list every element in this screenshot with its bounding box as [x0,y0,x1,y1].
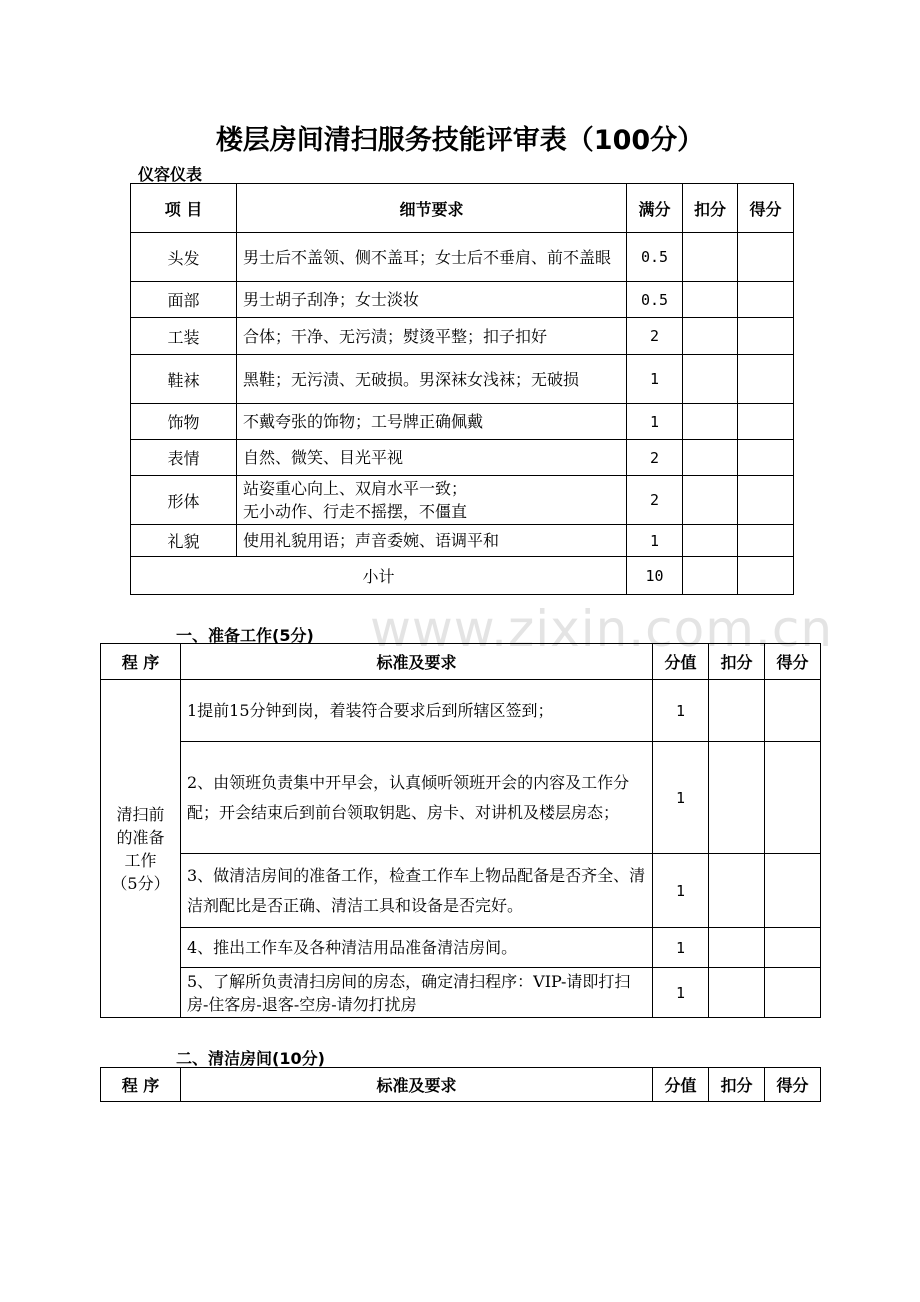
item-full-score: 1 [627,355,683,404]
table-row [101,968,821,1018]
standard-text: 2、由领班负责集中开早会，认真倾听领班开会的内容及工作分配；开会结束后到前台领取钥匙、房卡、对讲机及楼层房态； [181,742,653,854]
header-detail: 细节要求 [237,184,627,233]
deduction-cell[interactable] [683,525,738,557]
deduction-cell[interactable] [709,968,765,1018]
table-row [101,680,821,742]
item-requirement: 不戴夸张的饰物；工号牌正确佩戴 [237,404,627,440]
requirement-line: 站姿重心向上、双肩水平一致； [243,479,468,498]
item-label: 鞋袜 [131,355,237,404]
table-row [131,440,794,476]
deduction-cell[interactable] [683,355,738,404]
table-row [101,854,821,928]
header-points: 分值 [653,1068,709,1102]
subtotal-label: 小计 [131,557,627,595]
requirement-line: 无小动作、行走不摇摆，不僵直 [243,502,468,521]
score-cell[interactable] [765,742,821,854]
deduction-cell[interactable] [683,440,738,476]
procedure-cell [101,680,181,1018]
score-cell[interactable] [738,557,794,595]
points-value: 1 [653,742,709,854]
score-cell[interactable] [765,928,821,968]
item-requirement [237,476,627,525]
item-full-score: 0.5 [627,282,683,318]
item-full-score: 2 [627,476,683,525]
table-row [101,742,821,854]
item-label: 礼貌 [131,525,237,557]
score-cell[interactable] [765,968,821,1018]
standard-text: 5、了解所负责清扫房间的房态，确定清扫程序：VIP-请即打扫房-住客房-退客-空房-请勿打扰房 [181,968,653,1018]
table-row [131,525,794,557]
item-full-score: 1 [627,525,683,557]
score-cell[interactable] [765,680,821,742]
header-standard: 标准及要求 [181,644,653,680]
table-row [131,476,794,525]
header-item: 项 目 [131,184,237,233]
score-cell[interactable] [738,404,794,440]
procedure-line: 工作 [124,850,157,870]
deduction-cell[interactable] [709,854,765,928]
item-full-score: 2 [627,318,683,355]
deduction-cell[interactable] [683,476,738,525]
watermark: www.zixin.com.cn [370,600,834,658]
score-cell[interactable] [738,355,794,404]
header-full-score: 满分 [627,184,683,233]
procedure-line: （5分） [111,873,170,893]
header-deduction: 扣分 [709,644,765,680]
page-title: 楼层房间清扫服务技能评审表（100分） [215,125,705,156]
deduction-cell[interactable] [709,742,765,854]
header-score: 得分 [765,644,821,680]
item-label: 饰物 [131,404,237,440]
subtotal-row [131,557,794,595]
header-score: 得分 [738,184,794,233]
item-label: 头发 [131,233,237,282]
score-cell[interactable] [738,476,794,525]
score-cell[interactable] [738,440,794,476]
item-full-score: 0.5 [627,233,683,282]
item-requirement: 男士胡子刮净；女士淡妆 [237,282,627,318]
header-points: 分值 [653,644,709,680]
deduction-cell[interactable] [683,282,738,318]
score-cell[interactable] [738,318,794,355]
header-deduction: 扣分 [709,1068,765,1102]
item-label: 面部 [131,282,237,318]
clean-heading: 二、清洁房间(10分) [176,1049,325,1068]
procedure-line: 清扫前 [116,804,165,824]
item-label: 表情 [131,440,237,476]
header-deduction: 扣分 [683,184,738,233]
score-cell[interactable] [738,282,794,318]
table-row [131,318,794,355]
table-row [131,355,794,404]
appearance-heading: 仪容仪表 [138,165,203,184]
points-value: 1 [653,928,709,968]
points-value: 1 [653,968,709,1018]
score-cell[interactable] [738,525,794,557]
item-full-score: 2 [627,440,683,476]
score-cell[interactable] [738,233,794,282]
clean-table [100,1067,821,1102]
deduction-cell[interactable] [683,318,738,355]
deduction-cell[interactable] [709,680,765,742]
item-label: 工装 [131,318,237,355]
appearance-table [130,183,794,595]
item-requirement: 黑鞋；无污渍、无破损。男深袜女浅袜；无破损 [237,355,627,404]
prep-heading: 一、准备工作(5分) [176,626,314,645]
item-requirement: 合体；干净、无污渍；熨烫平整；扣子扣好 [237,318,627,355]
table-row [131,404,794,440]
item-requirement: 自然、微笑、目光平视 [237,440,627,476]
standard-text: 1提前15分钟到岗，着装符合要求后到所辖区签到； [181,680,653,742]
item-label: 形体 [131,476,237,525]
table-row [131,282,794,318]
points-value: 1 [653,854,709,928]
prep-table [100,643,821,1018]
item-requirement: 使用礼貌用语；声音委婉、语调平和 [237,525,627,557]
score-cell[interactable] [765,854,821,928]
item-full-score: 1 [627,404,683,440]
standard-text: 4、推出工作车及各种清洁用品准备清洁房间。 [181,928,653,968]
deduction-cell[interactable] [683,404,738,440]
deduction-cell[interactable] [683,233,738,282]
procedure-line: 的准备 [116,827,165,847]
table-row [131,233,794,282]
table-row [101,928,821,968]
item-requirement: 男士后不盖领、侧不盖耳；女士后不垂肩、前不盖眼 [237,233,627,282]
header-score: 得分 [765,1068,821,1102]
header-standard: 标准及要求 [181,1068,653,1102]
points-value: 1 [653,680,709,742]
header-procedure: 程 序 [101,644,181,680]
header-procedure: 程 序 [101,1068,181,1102]
deduction-cell[interactable] [683,557,738,595]
deduction-cell[interactable] [709,928,765,968]
standard-text: 3、做清洁房间的准备工作，检查工作车上物品配备是否齐全、清洁剂配比是否正确、清洁工具和设备是否完好。 [181,854,653,928]
subtotal-value: 10 [627,557,683,595]
